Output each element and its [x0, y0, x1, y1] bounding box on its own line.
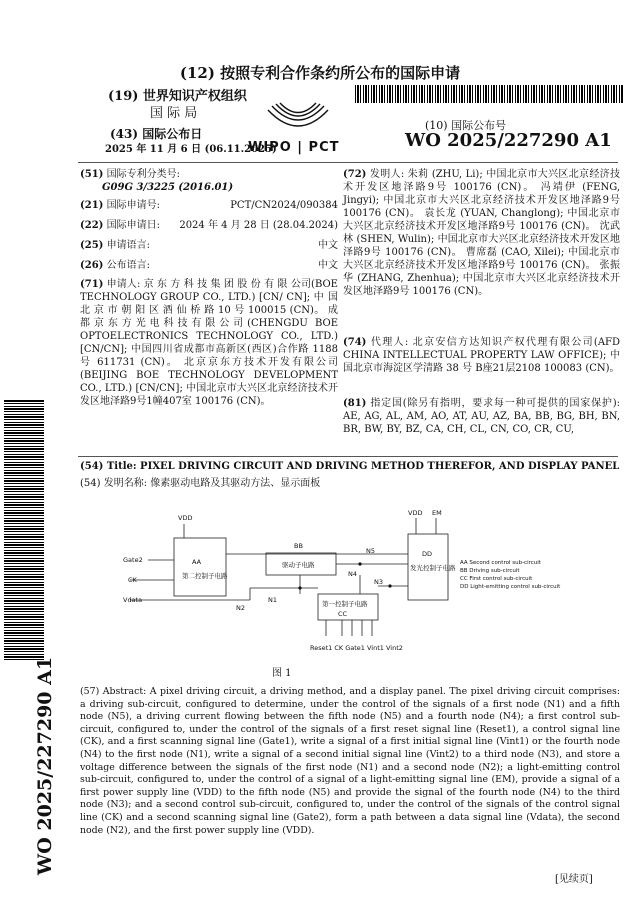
label-aa: AA	[192, 558, 202, 566]
field-51: (51) 国际专利分类号: G09G 3/3225 (2016.01)	[80, 169, 234, 193]
label-bb-cn: 驱动子电路	[282, 561, 315, 569]
field-22: (22) 国际申请日: 2024 年 4 月 28 日 (28.04.2024)	[80, 220, 338, 231]
field-81: (81) 指定国(除另有指明，要求每一种可提供的国家保护): AE, AG, AL, AM, AO, AT, AU, AZ, BA, BB, BG, BH, BN, BR, BW, BY, BZ, CA, CH, CL, CN, CO, CR, CU,	[343, 398, 620, 435]
label-n3: N3	[374, 578, 383, 586]
field-25: (25) 申请语言: 中文	[80, 240, 338, 251]
abstract: (57) Abstract: A pixel driving circuit, a driving method, and a display panel. The pixel driving circuit comprises: a driving sub-circuit, configured to determine, under the control of the signals of a first node (N1) and a fifth node (N5), a driving current flowing between the fifth node (N5) and a fourth node (N4); a first control sub-circuit, configured to, under the control of the signals of a first reset signal line (Reset1), a control signal line (CK), and a first scanning signal line (Gate1), write a signal of a first initial signal line (Vint1) or the fourth node (N4) to the first node (N1), write a signal of a second initial signal line (Vint2) to a third node (N3), and store a voltage difference between the signals of the first node (N1) and a second node (N2); a light-emitting control sub-circuit, configured to, under the control of a signal of a light-emitting signal line (EM), provide a signal of a first power supply line (VDD) to the fifth node (N5) and provide the signal of the fourth node (N4) to the third node (N3); and a second control sub-circuit, configured to, under the control of the signals of the control signal line (CK) and a second scanning signal line (Gate2), form a path between a data signal line (Vdata), the second node (N2), and the first power supply line (VDD).	[80, 686, 620, 836]
figure-caption: 图 1	[272, 668, 292, 679]
legend-item: AA Second control sub-circuit	[460, 560, 541, 566]
field-72: (72) 发明人: 朱莉 (ZHU, Li); 中国北京市大兴区北京经济技术开发区地泽路9号 100176 (CN)。 冯靖伊 (FENG, Jingyi); 中国北京市大兴区北京经济技术开发区地泽路9号 100176 (CN)。 袁长龙 (YUAN, Changlong); 中国北京市大兴区北京经济技术开发区地泽路9号 100176 (CN)。 沈武林 (SHEN, Wulin); 中国北京市大兴区北京经济技术开发区地泽路9号 100176 (CN)。 曹席磊 (CAO, Xilei); 中国北京市大兴区北京经济技术开发区地泽路9号 100176 (CN)。 张振华 (ZHANG, Zhenhua); 中国北京市大兴区北京经济技术开发区地泽路9号 100176 (CN)。	[343, 169, 620, 297]
label-cc-cn: 第一控制子电路	[322, 600, 368, 608]
field-74: (74) 代理人: 北京安信方达知识产权代理有限公司(AFD CHINA INTELLECTUAL PROPERTY LAW OFFICE); 中国北京市海淀区学清路 38 号 B座21层2108 100083 (CN)。	[343, 337, 620, 374]
document-title: (12) 按照专利合作条约所公布的国际申请	[179, 64, 461, 82]
field-71: (71) 申请人: 京 东 方 科 技 集 团 股 份 有 限 公司(BOE TECHNOLOGY GROUP CO., LTD.) [CN/ CN]; 中 国 北 京 市 朝 阳 区 酒 仙 桥 路 10 号 100015 (CN)。 成都京东方光电科技有限公司(CHENGDU BOE OPTOELECTRONICS TECHNOLOGY CO., LTD.) [CN/CN]; 中国四川省成都市高新区(西区)合作路 1188 号 611731 (CN)。 北京京东方技术开发有限公司(BEIJING BOE TECHNOLOGY DEVELOPMENT CO., LTD.) [CN/CN]; 中国北京市大兴区北京经济技术开发区地泽路9号1幢407室 100176 (CN)。	[80, 279, 338, 407]
label-gate2: Gate2	[123, 556, 143, 564]
label-aa-cn: 第二控制子电路	[182, 572, 228, 580]
legend-item: CC First control sub-circuit	[460, 576, 533, 582]
field-21: (21) 国际申请号: PCT/CN2024/090384	[80, 200, 338, 211]
circuit-figure	[90, 508, 630, 678]
pub-number: WO 2025/227290 A1	[405, 130, 612, 151]
pub-date-label: (43) 国际公布日	[110, 127, 203, 141]
continued-note: [见续页]	[555, 874, 593, 885]
label-vdata: Vdata	[123, 596, 143, 604]
label-cc: CC	[338, 610, 348, 618]
side-pub-number: WO 2025/227290 A1	[34, 656, 56, 876]
bureau-name: 国 际 局	[150, 106, 198, 121]
label-n5: N5	[366, 547, 375, 555]
label-vdd: VDD	[178, 514, 193, 522]
divider	[78, 162, 618, 163]
side-barcode-icon	[4, 400, 44, 660]
label-ck: CK	[128, 576, 137, 584]
label-bottom-signals: Reset1 CK Gate1 Vint1 Vint2	[310, 644, 403, 652]
label-em: EM	[432, 509, 442, 517]
label-vdd2: VDD	[408, 509, 423, 517]
legend-item: DD Light-emitting control sub-circuit	[460, 584, 561, 590]
title-en: (54) Title: PIXEL DRIVING CIRCUIT AND DRIVING METHOD THEREFOR, AND DISPLAY PANEL	[80, 461, 620, 472]
pub-number-label: (10) 国际公布号	[425, 119, 507, 132]
field-26: (26) 公布语言: 中文	[80, 260, 338, 271]
label-n1: N1	[268, 596, 277, 604]
organization-name: (19) 世界知识产权组织	[108, 89, 247, 104]
label-n2: N2	[236, 604, 245, 612]
title-cn: (54) 发明名称: 像素驱动电路及其驱动方法、显示面板	[80, 478, 321, 489]
pub-date: 2025 年 11 月 6 日 (06.11.2025)	[105, 144, 277, 155]
label-dd-cn: 发光控制子电路	[410, 564, 456, 572]
label-dd: DD	[422, 550, 433, 558]
wipo-pct-label: WIPO | PCT	[248, 140, 340, 155]
divider	[78, 456, 618, 457]
barcode-icon	[355, 85, 623, 103]
label-bb: BB	[294, 542, 303, 550]
label-n4: N4	[348, 570, 357, 578]
legend-item: BB Driving sub-circuit	[460, 568, 520, 574]
